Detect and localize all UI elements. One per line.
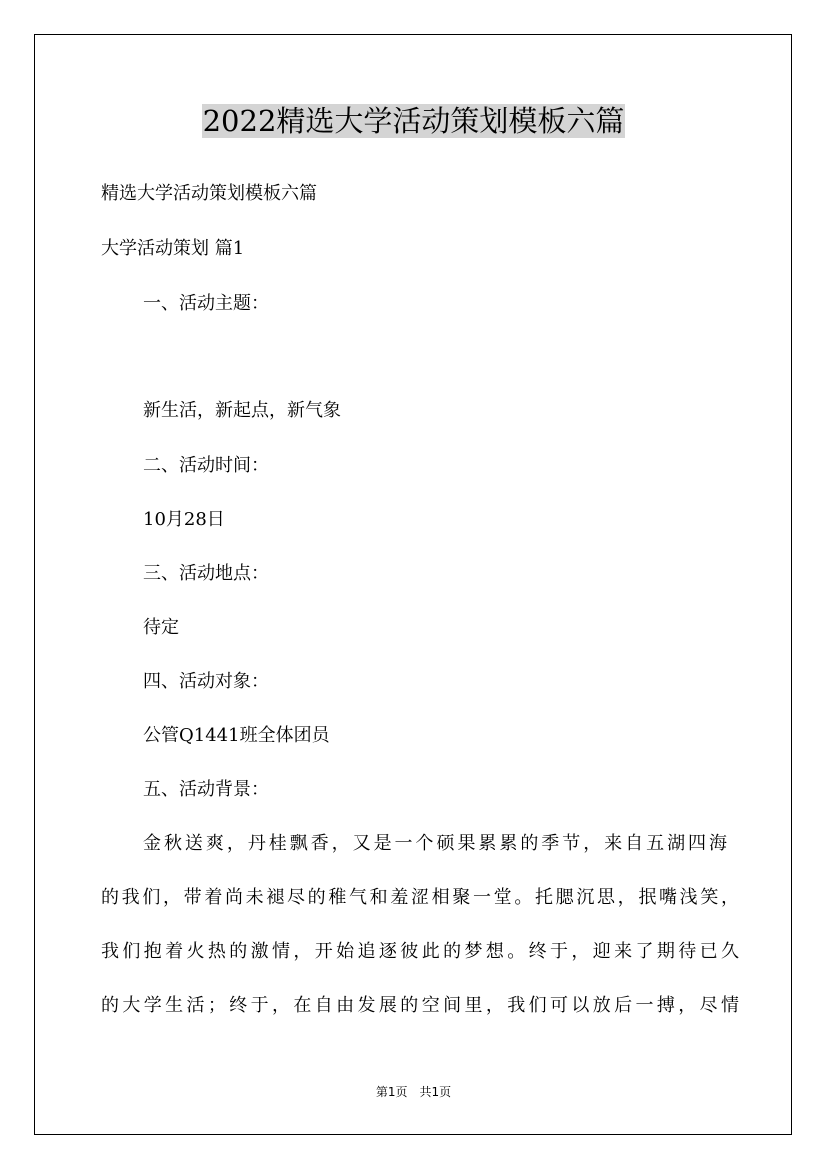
item-heading-audience: 四、活动对象：: [143, 671, 269, 692]
background-paragraph-line: 的大学生活；终于，在自由发展的空间里，我们可以放后一搏，尽情: [101, 995, 739, 1016]
item-value-time: 10月28日: [143, 509, 225, 530]
item-value-theme: 新生活，新起点，新气象: [143, 400, 341, 421]
page-footer: [0, 1083, 827, 1101]
document-title-text: 2022精选大学活动策划模板六篇: [202, 104, 625, 138]
page-total: 共1页: [419, 1085, 452, 1099]
item-heading-location: 三、活动地点：: [143, 563, 269, 584]
item-heading-theme: 一、活动主题：: [143, 293, 269, 314]
item-value-location: 待定: [143, 617, 179, 638]
section-heading: 大学活动策划 篇1: [101, 238, 245, 259]
item-value-audience: 公管Q1441班全体团员: [143, 725, 330, 746]
item-heading-background: 五、活动背景：: [143, 779, 269, 800]
document-title: [0, 100, 827, 142]
item-heading-time: 二、活动时间：: [143, 455, 269, 476]
background-paragraph-line: 的我们，带着尚未褪尽的稚气和羞涩相聚一堂。托腮沉思，抿嘴浅笑，: [101, 887, 739, 908]
background-paragraph-line: 我们抱着火热的激情，开始追逐彼此的梦想。终于，迎来了期待已久: [101, 941, 739, 962]
background-paragraph-line: 金秋送爽，丹桂飘香，又是一个硕果累累的季节，来自五湖四海: [143, 833, 727, 854]
page-number: 第1页: [375, 1085, 408, 1099]
document-subtitle: 精选大学活动策划模板六篇: [101, 183, 317, 204]
